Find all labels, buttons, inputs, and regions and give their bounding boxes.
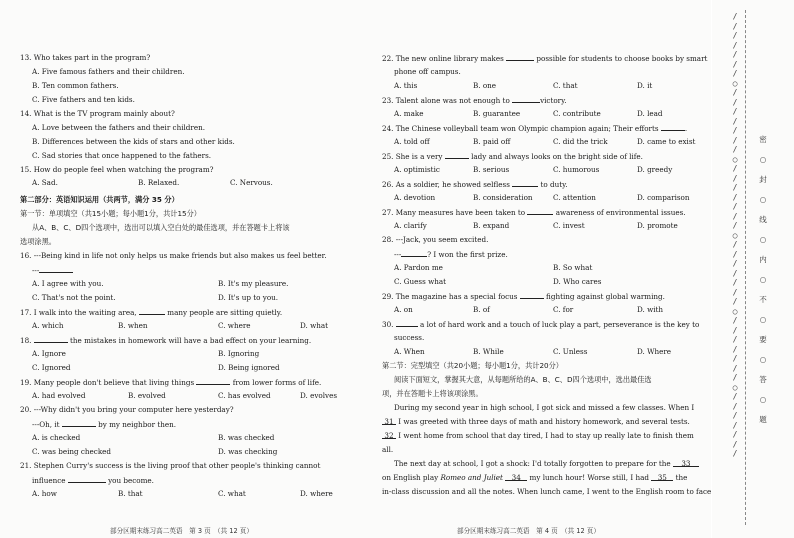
q19-option-d[interactable]: D. evolves [300, 391, 338, 400]
cloze-blank-32[interactable]: 32 [382, 431, 396, 439]
seal-label-char: 要 [759, 335, 767, 344]
cloze-blank-33[interactable]: 33 [673, 459, 699, 467]
answer-blank[interactable] [139, 307, 165, 315]
seal-mark: / [732, 297, 738, 306]
q29-option-b[interactable]: B. of [473, 305, 490, 314]
question-18-stem: 18. the mistakes in homework will have a bad effect on your learning. [20, 336, 312, 345]
q28-option-d[interactable]: D. Who cares [553, 277, 602, 286]
question-28-reply: --- ? I won the first prize. [394, 250, 508, 259]
q26-option-c[interactable]: C. attention [553, 193, 596, 202]
q18-option-b[interactable]: B. Ignoring [218, 349, 260, 358]
seal-mark: ○ [732, 78, 738, 88]
question-16-reply: --- [32, 265, 73, 275]
seal-mark: / [732, 88, 738, 97]
seal-mark: / [732, 116, 738, 126]
seal-label-char: 内 [759, 255, 767, 264]
seal-mark: / [732, 430, 738, 439]
seal-label-char: 不 [759, 295, 767, 304]
q30-option-a[interactable]: A. When [394, 347, 425, 356]
q21-option-c[interactable]: C. what [218, 489, 246, 498]
passage-line: 31 I was greeted with three days of math and history homework, and several tests. [382, 417, 690, 426]
seal-mark: / [732, 439, 738, 449]
q13-option-b[interactable]: B. Ten common fathers. [32, 81, 119, 90]
question-21-stem: 21. Stephen Curry's success is the living proof that other people's thinking cannot [20, 461, 321, 470]
passage-line: 32 I went home from school that day tired, I had to stay up really late to finish them [382, 431, 694, 440]
q15-option-a[interactable]: A. Sad. [32, 178, 58, 187]
q25-option-a[interactable]: A. optimistic [394, 165, 440, 174]
q29-option-d[interactable]: D. with [637, 305, 664, 314]
question-13-stem: 13. Who takes part in the program? [20, 53, 151, 62]
question-22-stem: 22. The new online library makes possible for students to choose books by smart [382, 54, 708, 63]
seal-mark: / [732, 316, 738, 325]
seal-label-char: ○ [759, 155, 767, 164]
q18-option-d[interactable]: D. Being ignored [218, 363, 280, 372]
seal-mark: ○ [732, 382, 738, 392]
q28-option-c[interactable]: C. Guess what [394, 277, 447, 286]
cloze-blank-34[interactable]: 34 [505, 473, 527, 481]
seal-mark: / [732, 59, 738, 69]
seal-label-char: ○ [759, 395, 767, 404]
q23-option-a[interactable]: A. make [394, 109, 424, 118]
seal-mark: / [732, 97, 738, 107]
exam-page-3 [0, 0, 375, 538]
seal-mark: / [732, 240, 738, 249]
part-2-title: 第二部分：英语知识运用（共两节，满分 35 分） [20, 195, 179, 204]
binding-margin [712, 0, 794, 538]
answer-blank[interactable] [527, 207, 553, 215]
seal-label-char: ○ [759, 275, 767, 284]
q13-option-c[interactable]: C. Five fathers and ten kids. [32, 95, 135, 104]
seal-mark: / [732, 31, 738, 40]
question-25-stem: 25. She is a very lady and always looks on the bright side of life. [382, 152, 643, 161]
seal-line-marks [729, 12, 741, 522]
question-21-stem-cont: influence you become. [32, 476, 154, 485]
q26-option-a[interactable]: A. devotion [394, 193, 436, 202]
seal-label-char: ○ [759, 355, 767, 364]
seal-mark: / [732, 164, 738, 173]
q18-option-c[interactable]: C. Ignored [32, 363, 71, 372]
seal-mark: ○ [732, 154, 738, 164]
seal-mark: / [732, 411, 738, 420]
section-1-instruction-cont: 选项涂黑。 [20, 237, 56, 246]
seal-mark: / [732, 221, 738, 230]
q13-option-a[interactable]: A. Five famous fathers and their children. [32, 67, 185, 76]
q24-option-d[interactable]: D. came to exist [637, 137, 696, 146]
q25-option-c[interactable]: C. humorous [553, 165, 600, 174]
question-30-stem-cont: success. [394, 333, 425, 342]
q25-option-b[interactable]: B. serious [473, 165, 510, 174]
seal-mark: / [732, 211, 738, 221]
answer-blank[interactable] [520, 291, 544, 299]
seal-mark: / [732, 268, 738, 278]
seal-mark: / [732, 344, 738, 354]
seal-mark: / [732, 278, 738, 287]
answer-blank[interactable] [445, 151, 469, 159]
q17-option-b[interactable]: B. when [118, 321, 148, 330]
q20-option-d[interactable]: D. was checking [218, 447, 278, 456]
question-23-stem: 23. Talent alone was not enough to victory. [382, 96, 567, 105]
section-2-instruction: 阅读下面短文，掌握其大意，从每题所给的A、B、C、D四个选项中，选出最佳选 [394, 375, 652, 384]
seal-mark: / [732, 202, 738, 211]
seal-mark: / [732, 401, 738, 411]
seal-mark: / [732, 449, 738, 458]
q22-option-c[interactable]: C. that [553, 81, 578, 90]
question-26-stem: 26. As a soldier, he showed selfless to duty. [382, 180, 568, 189]
answer-blank[interactable] [39, 265, 73, 273]
answer-blank[interactable] [512, 95, 540, 103]
page-4-footer: 部分区期末练习高二英语 第 4 页 （共 12 页） [457, 527, 600, 535]
seal-label-char: 封 [759, 175, 767, 184]
q24-option-b[interactable]: B. paid off [473, 137, 511, 146]
answer-blank[interactable] [396, 319, 418, 327]
seal-label-char: 线 [759, 215, 767, 224]
q29-option-c[interactable]: C. for [553, 305, 574, 314]
seal-mark: / [732, 50, 738, 59]
seal-mark: / [732, 363, 738, 373]
q28-option-a[interactable]: A. Pardon me [394, 263, 443, 272]
question-30-stem: 30. a lot of hard work and a touch of luck play a part, perseverance is the key to [382, 320, 700, 329]
section-2-instruction-cont: 项，并在答题卡上将该项涂黑。 [382, 389, 483, 398]
question-19-stem: 19. Many people don't believe that living things from lower forms of life. [20, 378, 322, 387]
seal-mark: / [732, 335, 738, 344]
seal-mark: / [732, 145, 738, 154]
q18-option-a[interactable]: A. Ignore [32, 349, 66, 358]
q17-option-a[interactable]: A. which [32, 321, 64, 330]
q22-option-d[interactable]: D. it [637, 81, 653, 90]
q21-option-d[interactable]: D. where [300, 489, 333, 498]
seal-label-char: 题 [759, 415, 767, 424]
question-14-stem: 14. What is the TV program mainly about? [20, 109, 175, 118]
q19-option-b[interactable]: B. evolved [128, 391, 166, 400]
answer-blank[interactable] [62, 419, 96, 427]
passage-line: in-class discussion and all the notes. When lunch came, I went to the English room to face [382, 487, 712, 496]
question-27-stem: 27. Many measures have been taken to awareness of environmental issues. [382, 208, 686, 217]
cloze-blank-35[interactable]: 35 [651, 473, 673, 481]
q23-option-c[interactable]: C. contribute [553, 109, 601, 118]
answer-blank[interactable] [512, 179, 538, 187]
answer-blank[interactable] [68, 475, 106, 483]
seal-mark: / [732, 135, 738, 145]
q26-option-b[interactable]: B. consideration [473, 193, 533, 202]
question-15-stem: 15. How do people feel when watching the program? [20, 165, 214, 174]
q27-option-b[interactable]: B. expand [473, 221, 510, 230]
q30-option-c[interactable]: C. Unless [553, 347, 588, 356]
seal-mark: / [732, 107, 738, 116]
q28-option-b[interactable]: B. So what [553, 263, 593, 272]
question-24-stem: 24. The Chinese volleyball team won Olympic champion again; Their efforts . [382, 124, 688, 133]
answer-blank[interactable] [401, 249, 427, 257]
q23-option-d[interactable]: D. lead [637, 109, 663, 118]
cloze-blank-31[interactable]: 31 [382, 417, 396, 425]
answer-blank[interactable] [661, 123, 685, 131]
question-22-stem-cont: phone off campus. [394, 67, 461, 76]
passage-line: The next day at school, I got a shock: I'd totally forgotten to prepare for the 33 [394, 459, 699, 468]
question-20-stem: 20. ---Why didn't you bring your computer here yesterday? [20, 405, 234, 414]
answer-blank[interactable] [506, 53, 534, 61]
binding-line [745, 10, 747, 525]
q26-option-d[interactable]: D. comparison [637, 193, 690, 202]
seal-mark: / [732, 259, 738, 268]
q27-option-a[interactable]: A. clarify [394, 221, 427, 230]
seal-mark: / [732, 126, 738, 135]
exam-page-4 [375, 0, 711, 538]
seal-mark: / [732, 183, 738, 192]
seal-label-char: 答 [759, 375, 767, 384]
seal-label-char: ○ [759, 235, 767, 244]
q24-option-a[interactable]: A. told off [394, 137, 430, 146]
q14-option-b[interactable]: B. Differences between the kids of stars and other kids. [32, 137, 235, 146]
seal-mark: / [732, 21, 738, 31]
q23-option-b[interactable]: B. guarantee [473, 109, 521, 118]
q22-option-b[interactable]: B. one [473, 81, 497, 90]
q21-option-a[interactable]: A. how [32, 489, 57, 498]
q21-option-b[interactable]: B. that [118, 489, 143, 498]
q16-option-a[interactable]: A. I agree with you. [32, 279, 104, 288]
passage-line: During my second year in high school, I got sick and missed a few classes. When I [394, 403, 695, 412]
seal-mark: ○ [732, 230, 738, 240]
answer-blank[interactable] [34, 335, 68, 343]
q24-option-c[interactable]: C. did the trick [553, 137, 608, 146]
section-1-instruction: 从A、B、C、D四个选项中，选出可以填入空白处的最佳选项，并在答题卡上将该 [32, 223, 290, 232]
q17-option-d[interactable]: D. what [300, 321, 329, 330]
passage-line: all. [382, 445, 394, 454]
seal-label-char: ○ [759, 195, 767, 204]
seal-mark: / [732, 69, 738, 78]
seal-mark: / [732, 249, 738, 259]
q22-option-a[interactable]: A. this [394, 81, 418, 90]
q19-option-a[interactable]: A. had evolved [32, 391, 86, 400]
section-2-title: 第二节：完型填空（共20小题；每小题1分，共计20分） [382, 361, 563, 370]
question-28-stem: 28. ---Jack, you seem excited. [382, 235, 489, 244]
q20-option-a[interactable]: A. is checked [32, 433, 81, 442]
section-1-title: 第一节：单项填空（共15小题；每小题1分，共计15分） [20, 209, 201, 218]
q20-option-b[interactable]: B. was checked [218, 433, 275, 442]
q16-option-d[interactable]: D. It's up to you. [218, 293, 279, 302]
seal-label-char: ○ [759, 315, 767, 324]
q19-option-c[interactable]: C. has evolved [218, 391, 271, 400]
q15-option-b[interactable]: B. Relaxed. [138, 178, 180, 187]
q17-option-c[interactable]: C. where [218, 321, 251, 330]
seal-mark: / [732, 192, 738, 202]
q20-option-c[interactable]: C. was being checked [32, 447, 112, 456]
q30-option-d[interactable]: D. Where [637, 347, 672, 356]
seal-mark: / [732, 12, 738, 21]
question-20-reply: ---Oh, it by my neighbor then. [32, 420, 177, 429]
q16-option-b[interactable]: B. It's my pleasure. [218, 279, 289, 288]
seal-mark: / [732, 325, 738, 335]
q16-option-c[interactable]: C. That's not the point. [32, 293, 116, 302]
seal-mark: / [732, 287, 738, 297]
seal-mark: / [732, 40, 738, 50]
page-3-footer: 部分区期末练习高二英语 第 3 页 （共 12 页） [110, 527, 253, 535]
passage-line: on English play Romeo and Juliet 34 my lunch hour! Worse still, I had 35 the [382, 473, 688, 482]
question-17-stem: 17. I walk into the waiting area, many people are sitting quietly. [20, 308, 283, 317]
seal-mark: / [732, 392, 738, 401]
q14-option-a[interactable]: A. Love between the fathers and their children. [32, 123, 206, 132]
question-29-stem: 29. The magazine has a special focus fighting against global warming. [382, 292, 665, 301]
q15-option-c[interactable]: C. Nervous. [230, 178, 273, 187]
seal-mark: ○ [732, 306, 738, 316]
question-16-stem: 16. ---Being kind in life not only helps us make friends but also makes us feel better. [20, 251, 327, 260]
q14-option-c[interactable]: C. Sad stories that once happened to the fathers. [32, 151, 212, 160]
q25-option-d[interactable]: D. greedy [637, 165, 673, 174]
seal-mark: / [732, 173, 738, 183]
q29-option-a[interactable]: A. on [394, 305, 413, 314]
seal-warning-labels [756, 130, 770, 430]
seal-mark: / [732, 373, 738, 382]
seal-label-char: 密 [759, 135, 767, 144]
q30-option-b[interactable]: B. While [473, 347, 504, 356]
q27-option-c[interactable]: C. invest [553, 221, 585, 230]
answer-blank[interactable] [196, 377, 230, 385]
seal-mark: / [732, 420, 738, 430]
q27-option-d[interactable]: D. promote [637, 221, 678, 230]
seal-mark: / [732, 354, 738, 363]
